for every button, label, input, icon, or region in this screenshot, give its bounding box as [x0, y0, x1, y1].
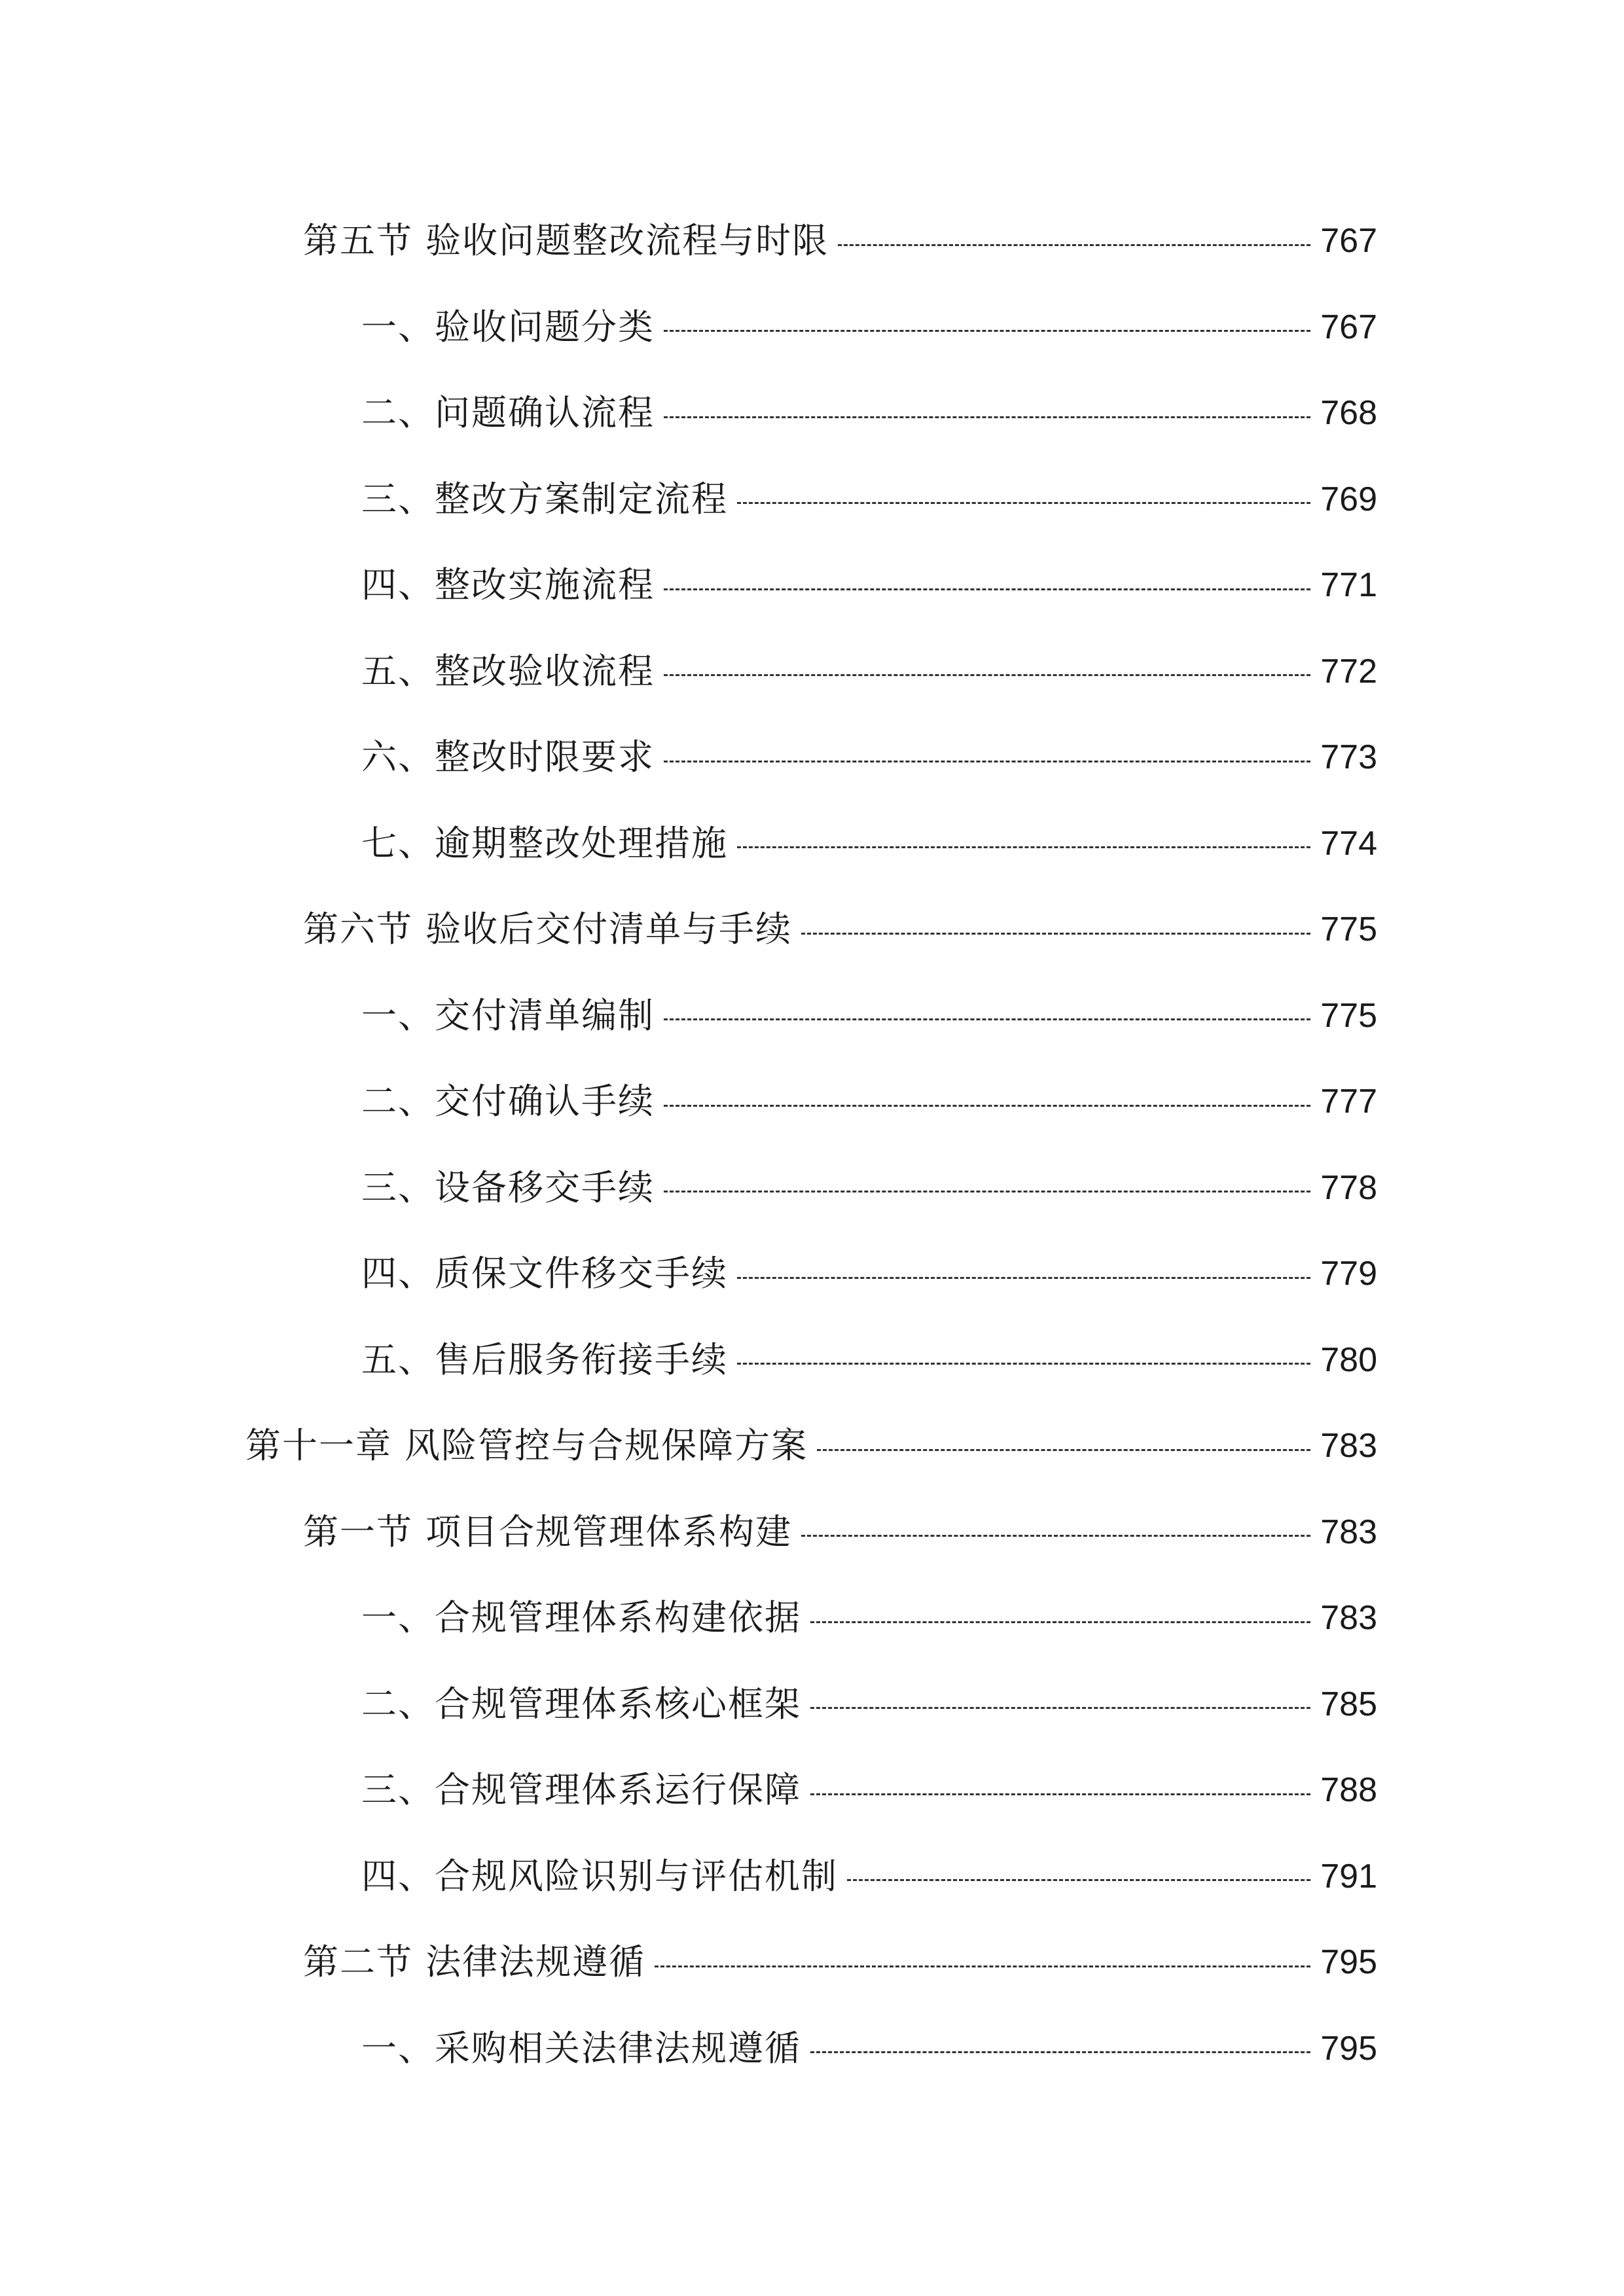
toc-entry-page-number: 772 [1320, 652, 1377, 691]
toc-leader-dots [810, 2051, 1310, 2053]
toc-leader-dots [847, 1879, 1310, 1881]
toc-entry-title: 第一节 项目合规管理体系构建 [303, 1511, 793, 1552]
toc-entry-page-number: 775 [1320, 910, 1377, 948]
toc-entry-title: 一、验收问题分类 [361, 306, 655, 348]
toc-entry[interactable] [303, 893, 1377, 965]
toc-entry-title: 三、整改方案制定流程 [361, 478, 728, 520]
toc-entry-page-number: 775 [1320, 996, 1377, 1035]
toc-leader-dots [664, 1105, 1310, 1107]
toc-leader-dots [810, 1621, 1310, 1623]
toc-entry-title: 一、合规管理体系构建依据 [361, 1597, 801, 1638]
toc-entry-page-number: 788 [1320, 1771, 1377, 1809]
toc-entry[interactable] [361, 1582, 1377, 1654]
toc-entry-page-number: 780 [1320, 1340, 1377, 1379]
toc-entry-title: 第二节 法律法规遵循 [303, 1941, 646, 1982]
toc-entry-page-number: 777 [1320, 1083, 1377, 1121]
toc-entry-page-number: 773 [1320, 738, 1377, 776]
toc-entry-title: 三、设备移交手续 [361, 1166, 655, 1208]
toc-entry-page-number: 774 [1320, 824, 1377, 863]
toc-leader-dots [801, 933, 1310, 935]
toc-entry[interactable] [361, 1840, 1377, 1912]
toc-entry-page-number: 783 [1320, 1513, 1377, 1551]
toc-leader-dots [664, 330, 1310, 332]
toc-entry[interactable] [303, 1496, 1377, 1568]
toc-leader-dots [838, 244, 1310, 246]
toc-entry-page-number: 795 [1320, 2029, 1377, 2068]
toc-entry[interactable] [361, 291, 1377, 363]
toc-entry[interactable] [361, 549, 1377, 621]
toc-entry[interactable] [361, 463, 1377, 535]
toc-leader-dots [664, 1018, 1310, 1020]
toc-entry-page-number: 771 [1320, 566, 1377, 604]
toc-entry-page-number: 783 [1320, 1599, 1377, 1637]
toc-entry[interactable] [361, 1324, 1377, 1396]
toc-entry-page-number: 791 [1320, 1857, 1377, 1895]
toc-leader-dots [664, 674, 1310, 676]
toc-leader-dots [737, 846, 1310, 848]
toc-entry-title: 第五节 验收问题整改流程与时限 [303, 220, 829, 261]
toc-entry-title: 一、采购相关法律法规遵循 [361, 2027, 801, 2069]
toc-leader-dots [810, 1707, 1310, 1709]
toc-entry[interactable] [361, 980, 1377, 1052]
toc-entry[interactable] [303, 1926, 1377, 1998]
toc-entry-title: 四、合规风险识别与评估机制 [361, 1855, 838, 1897]
toc-entry-title: 二、合规管理体系核心框架 [361, 1683, 801, 1725]
toc-entry-title: 第六节 验收后交付清单与手续 [303, 908, 793, 950]
toc-entry-title: 五、售后服务衔接手续 [361, 1338, 728, 1380]
toc-entry[interactable] [361, 2013, 1377, 2085]
toc-entry-page-number: 767 [1320, 308, 1377, 346]
toc-leader-dots [737, 1363, 1310, 1365]
toc-entry-title: 六、整改时限要求 [361, 736, 655, 778]
toc-entry-title: 四、整改实施流程 [361, 564, 655, 605]
toc-entry[interactable] [361, 721, 1377, 793]
toc-leader-dots [817, 1449, 1310, 1451]
toc-entry-page-number: 778 [1320, 1168, 1377, 1207]
toc-entry-page-number: 767 [1320, 222, 1377, 260]
toc-leader-dots [655, 1965, 1310, 1967]
toc-leader-dots [664, 1191, 1310, 1193]
toc-leader-dots [737, 1277, 1310, 1279]
toc-entry-title: 三、合规管理体系运行保障 [361, 1769, 801, 1810]
toc-entry[interactable] [361, 1668, 1377, 1740]
toc-entry-page-number: 785 [1320, 1685, 1377, 1723]
toc-entry-title: 一、交付清单编制 [361, 994, 655, 1036]
toc-entry[interactable] [361, 636, 1377, 708]
toc-entry-page-number: 768 [1320, 394, 1377, 432]
toc-entry-title: 二、问题确认流程 [361, 392, 655, 433]
toc-entry[interactable] [361, 1152, 1377, 1224]
toc-entry[interactable] [361, 1066, 1377, 1138]
toc-entry-title: 四、质保文件移交手续 [361, 1253, 728, 1294]
toc-entry[interactable] [303, 205, 1377, 277]
toc-entry-title: 七、逾期整改处理措施 [361, 822, 728, 864]
toc-entry[interactable] [361, 1238, 1377, 1310]
toc-leader-dots [801, 1535, 1310, 1537]
toc-entry-title: 五、整改验收流程 [361, 650, 655, 692]
toc-entry-page-number: 779 [1320, 1255, 1377, 1293]
toc-entry-page-number: 769 [1320, 480, 1377, 518]
toc-leader-dots [664, 588, 1310, 590]
toc-entry-title: 二、交付确认手续 [361, 1081, 655, 1122]
toc-entry-page-number: 795 [1320, 1943, 1377, 1981]
toc-entry-title: 第十一章 风险管控与合规保障方案 [245, 1425, 808, 1466]
toc-leader-dots [810, 1793, 1310, 1795]
toc-entry[interactable] [245, 1410, 1377, 1482]
toc-entry[interactable] [361, 1754, 1377, 1826]
toc-entry[interactable] [361, 808, 1377, 880]
toc-leader-dots [737, 502, 1310, 504]
toc-leader-dots [664, 416, 1310, 418]
toc-entry[interactable] [361, 377, 1377, 449]
toc-leader-dots [664, 761, 1310, 762]
toc-entry-page-number: 783 [1320, 1427, 1377, 1465]
